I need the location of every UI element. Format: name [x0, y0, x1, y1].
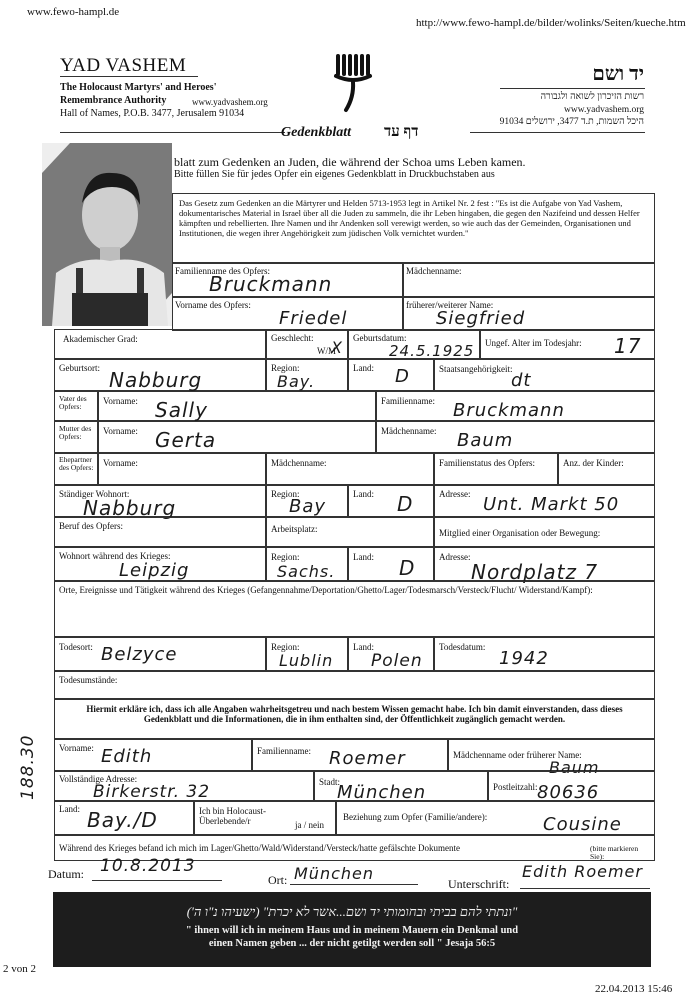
field-former-name[interactable]: früherer/weiterer Name: Siegfried [403, 297, 655, 331]
footer-page: 2 von 2 [3, 963, 36, 975]
field-war-residence[interactable]: Wohnort während des Krieges: Leipzig [54, 547, 266, 581]
field-profession[interactable]: Beruf des Opfers: [54, 517, 266, 547]
field-war-events[interactable]: Orte, Ereignisse und Tätigkeit während des Krieges (Gefangennahme/Deportation/Ghetto/Lager/Todesmarsch/Versteck/Flucht/ Widerstand/Kampf): [54, 581, 655, 637]
value-date[interactable]: 10.8.2013 [100, 856, 196, 876]
value-mother-maiden: Baum [457, 430, 514, 451]
form-title-de: Gedenkblatt [281, 125, 351, 140]
field-submitter-war[interactable]: Während des Krieges befand ich mich im Lager/Ghetto/Wald/Widerstand/Versteck/hatte gefälschte Dokumente (bitte markieren Sie): [54, 835, 655, 861]
value-mother-first: Gerta [155, 428, 217, 452]
org-he-website: www.yadvashem.org [564, 105, 644, 115]
field-spouse-maiden[interactable]: Mädchenname: [266, 453, 434, 485]
field-residence[interactable]: Ständiger Wohnort: Nabburg [54, 485, 266, 517]
field-mother-maiden[interactable]: Mädchenname: Baum [376, 421, 655, 453]
footer-timestamp: 22.04.2013 15:46 [595, 983, 673, 995]
field-death-place[interactable]: Todesort: Belzyce [54, 637, 266, 671]
value-signature[interactable]: Edith Roemer [522, 862, 643, 881]
field-family-status[interactable]: Familienstatus des Opfers: [434, 453, 558, 485]
value-war-country: D [399, 556, 416, 580]
intro-line1: blatt zum Gedenken an Juden, die während der Schoa ums Leben kamen. [174, 155, 526, 169]
value-gender-mark: X [331, 338, 343, 357]
victim-photo [42, 143, 172, 326]
banner-german-2: einen Namen geben ... der nicht getilgt werden soll " Jesaja 56:5 [208, 938, 496, 949]
field-war-address[interactable]: Adresse: Nordplatz 7 [434, 547, 655, 581]
field-academic-title[interactable]: Akademischer Grad: [54, 329, 266, 359]
field-first-name[interactable]: Vorname des Opfers: Friedel [172, 297, 403, 331]
field-birth-date[interactable]: Geburtsdatum: 24.5.1925 [348, 329, 480, 359]
field-submitter-maiden[interactable]: Mädchenname oder früherer Name: Baum [448, 739, 655, 771]
banner-hebrew: "ונתתי להם בביתי ובחומותי יד ושם...אשר לא יכרת" (ישעיהו נ"ו ה') [186, 904, 518, 919]
value-relation: Cousine [543, 814, 622, 835]
field-spouse-first[interactable]: Vorname: [98, 453, 266, 485]
value-death-region: Lublin [279, 651, 334, 670]
value-death-date: 1942 [499, 648, 549, 669]
value-war-region: Sachs. [277, 562, 336, 581]
value-res-country: D [397, 492, 414, 516]
declaration-text: Hiermit erkläre ich, dass ich alle Angaben wahrheitsgetreu und nach bestem Wissen gemacht habe. Ich bin damit einverstanden, dass dieses Gedenkblatt und die Informationen, die in ihm enthalten sind, der Öffentlichkeit zugänglich gemacht werden. [86, 704, 623, 724]
field-children[interactable]: Anz. der Kinder: [558, 453, 655, 485]
form-title-he: דף עד [384, 124, 419, 140]
intro-line2: Bitte füllen Sie für jedes Opfer ein eigenes Gedenkblatt in Druckbuchstaben aus [174, 169, 495, 180]
field-res-country[interactable]: Land: D [348, 485, 434, 517]
value-death-country: Polen [371, 651, 423, 671]
law-text: Das Gesetz zum Gedenken an die Märtyrer und Helden 5713-1953 legt in Artikel Nr. 2 fest : "Es ist die Aufgabe von Yad Vashem, dokumentarisches Material in Israel über all die Juden zu sammeln, die ihr Leben hingaben, die gegen den Nazifeind und dessen Helfer kämpften und rebellierten. Ihre Namen und ihr Andenken soll verewigt werden, so wie auch das der Gemeinden, Organisationen und Institutionen, die wegen ihrer Angehörigkeit zum jüdischen Volk vernichtet wurden." [179, 198, 640, 238]
field-father-first[interactable]: Vorname: Sally [98, 391, 376, 421]
value-nationality: dt [511, 370, 532, 391]
value-submitter-country: Bay./D [87, 808, 158, 832]
field-nationality[interactable]: Staatsangehörigkeit: dt [434, 359, 655, 391]
signature-label: Unterschrift: [448, 877, 510, 891]
banner-german-1: " ihnen will ich in meinem Haus und in meinem Mauern ein Denkmal und [185, 925, 519, 936]
field-workplace[interactable]: Arbeitsplatz: [266, 517, 434, 547]
field-father-family[interactable]: Familienname: Bruckmann [376, 391, 655, 421]
yad-vashem-logo-icon [332, 52, 374, 122]
field-death-date[interactable]: Todesdatum: 1942 [434, 637, 655, 671]
field-birth-place[interactable]: Geburtsort: Nabburg [54, 359, 266, 391]
field-death-region[interactable]: Region: Lublin [266, 637, 348, 671]
spouse-label-cell: Ehepartner des Opfers: [54, 453, 98, 485]
field-birth-region[interactable]: Region: Bay. [266, 359, 348, 391]
value-war-address: Nordplatz 7 [471, 560, 599, 584]
value-submitter-family: Roemer [329, 748, 406, 769]
value-birth-date: 24.5.1925 [389, 342, 475, 360]
value-age: 17 [614, 334, 642, 358]
mother-label-cell: Mutter des Opfers: [54, 421, 98, 453]
field-submitter-city[interactable]: Stadt: München [314, 771, 488, 801]
law-text-box [172, 193, 655, 263]
value-war-residence: Leipzig [119, 560, 190, 581]
value-res-address: Unt. Markt 50 [483, 494, 620, 515]
value-submitter-city: München [337, 782, 427, 803]
field-submitter-zip[interactable]: Postleitzahl: 80636 [488, 771, 655, 801]
value-place[interactable]: München [294, 864, 375, 883]
value-former-name: Siegfried [436, 308, 526, 329]
org-line2: Remembrance Authority [60, 95, 167, 106]
value-submitter-address: Birkerstr. 32 [93, 782, 211, 802]
org-he-address: היכל השמות, ת.ד 3477, ירושלים 91034 [499, 117, 644, 127]
value-death-place: Belzyce [101, 644, 178, 665]
field-gender[interactable]: Geschlecht: W/M X [266, 329, 348, 359]
field-war-country[interactable]: Land: D [348, 547, 434, 581]
field-war-region[interactable]: Region: Sachs. [266, 547, 348, 581]
field-family-name[interactable]: Familienname des Opfers: Bruckmann [172, 263, 403, 297]
field-survivor[interactable]: Ich bin Holocaust-Überlebende/r ja / nein [194, 801, 336, 835]
field-res-address[interactable]: Adresse: Unt. Markt 50 [434, 485, 655, 517]
value-family-name: Bruckmann [209, 272, 333, 296]
field-age-at-death[interactable]: Ungef. Alter im Todesjahr: 17 [480, 329, 655, 359]
field-death-circumstances[interactable]: Todesumstände: [54, 671, 655, 699]
header-left-url: www.fewo-hampl.de [27, 6, 120, 18]
field-res-region[interactable]: Region: Bay [266, 485, 348, 517]
field-organisation[interactable]: Mitglied einer Organisation oder Bewegung: [434, 517, 655, 547]
field-maiden-name[interactable]: Mädchenname: [403, 263, 655, 297]
value-birth-country: D [395, 366, 410, 387]
field-relation[interactable]: Beziehung zum Opfer (Familie/andere): Cousine [336, 801, 655, 835]
value-father-family: Bruckmann [453, 400, 565, 421]
org-line1: The Holocaust Martyrs' and Heroes' [60, 82, 217, 93]
value-birth-region: Bay. [277, 372, 316, 391]
declaration-box [54, 699, 655, 739]
margin-note: 188.30 [18, 734, 38, 800]
org-name: YAD VASHEM [60, 55, 187, 76]
header-right-url: http://www.fewo-hampl.de/bilder/wolinks/Seiten/kueche.htm [416, 17, 686, 29]
field-submitter-family[interactable]: Familienname: Roemer [252, 739, 448, 771]
value-first-name: Friedel [279, 308, 348, 329]
field-submitter-country[interactable]: Land: Bay./D [54, 801, 194, 835]
value-residence: Nabburg [83, 496, 177, 520]
value-res-region: Bay [289, 496, 327, 517]
value-submitter-first: Edith [101, 746, 153, 767]
value-father-first: Sally [155, 398, 208, 422]
quote-banner [53, 892, 651, 967]
field-death-country[interactable]: Land: Polen [348, 637, 434, 671]
field-submitter-first[interactable]: Vorname: Edith [54, 739, 252, 771]
org-he-name: יד ושם [592, 63, 644, 85]
field-submitter-address[interactable]: Vollständige Adresse: Birkerstr. 32 [54, 771, 314, 801]
date-label: Datum: [48, 867, 84, 881]
org-website: www.yadvashem.org [192, 97, 268, 107]
value-submitter-maiden: Baum [549, 758, 600, 777]
field-mother-first[interactable]: Vorname: Gerta [98, 421, 376, 453]
place-label: Ort: [268, 873, 288, 887]
value-birth-place: Nabburg [109, 368, 203, 392]
value-submitter-zip: 80636 [537, 782, 600, 803]
field-birth-country[interactable]: Land: D [348, 359, 434, 391]
org-address: Hall of Names, P.O.B. 3477, Jerusalem 91034 [60, 108, 245, 119]
father-label-cell: Vater des Opfers: [54, 391, 98, 421]
org-he-line1: רשות הזיכרון לשואה ולגבורה [540, 92, 644, 102]
